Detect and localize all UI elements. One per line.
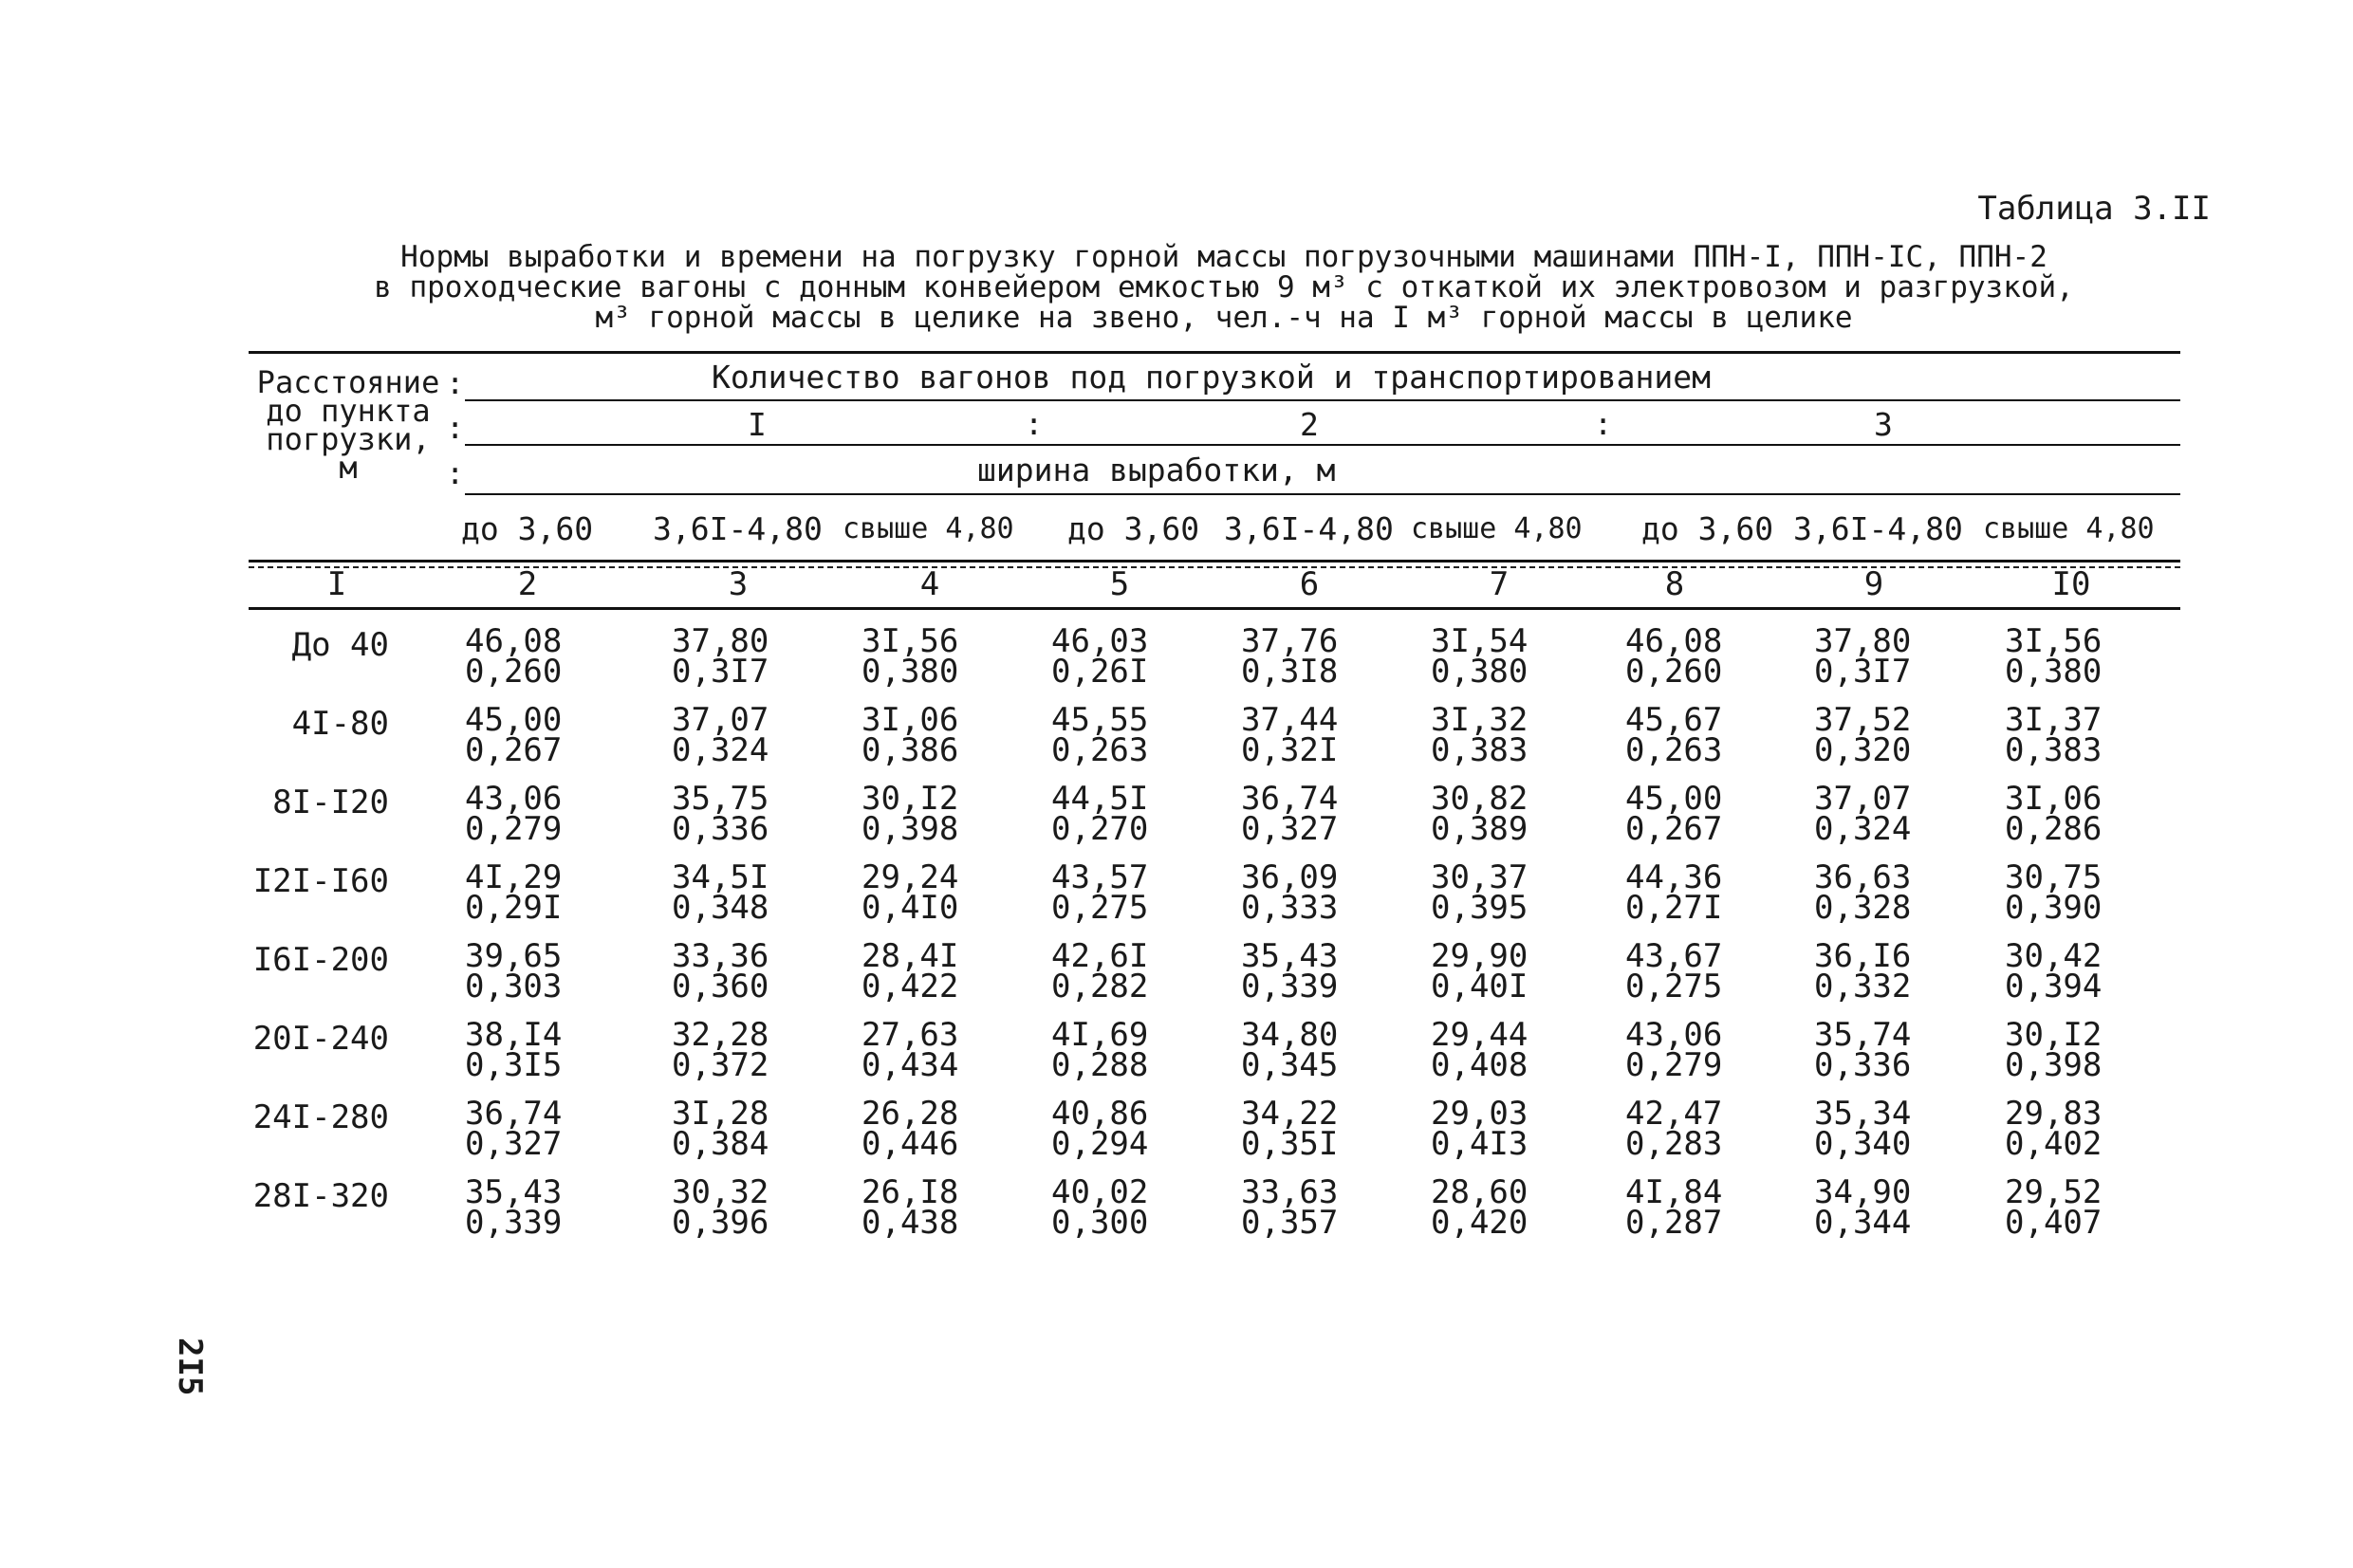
- time-norm: 0,27I: [1625, 889, 1723, 927]
- table-cell: [1241, 858, 1339, 927]
- table-cell: [1241, 622, 1339, 691]
- column-number: 4: [919, 565, 940, 603]
- table-cell: [1431, 780, 1529, 848]
- title-line-3: м³ горной массы в целике на звено, чел.-ч на I м³ горной массы в целике: [595, 301, 1853, 335]
- time-norm: 0,340: [1814, 1125, 1912, 1163]
- table-cell: [1814, 701, 1912, 769]
- table-cell: [1051, 701, 1149, 769]
- table-cell: [1431, 937, 1529, 1005]
- time-norm: 0,390: [2005, 889, 2103, 927]
- output-norm: 36,74: [1241, 780, 1339, 818]
- table-cell: [1625, 622, 1723, 691]
- output-norm: 37,80: [1814, 622, 1912, 660]
- time-norm: 0,383: [1431, 731, 1529, 769]
- time-norm: 0,29I: [465, 889, 563, 927]
- table-cell: [1431, 1095, 1529, 1163]
- time-norm: 0,357: [1241, 1204, 1339, 1242]
- width-label: свыше 4,80: [843, 512, 1014, 545]
- table-cell: [862, 858, 959, 927]
- title-line-2: в проходческие вагоны с донным конвейером емкостью 9 м³ с откаткой их электровозом и разгрузкой,: [374, 270, 2074, 304]
- table-cell: [862, 1016, 959, 1084]
- output-norm: 30,42: [2005, 937, 2103, 975]
- time-norm: 0,434: [862, 1046, 959, 1084]
- time-norm: 0,26I: [1051, 653, 1149, 691]
- time-norm: 0,327: [465, 1125, 563, 1163]
- table-cell: [862, 937, 959, 1005]
- time-norm: 0,380: [1431, 653, 1529, 691]
- time-norm: 0,383: [2005, 731, 2103, 769]
- table-cell: [1051, 622, 1149, 691]
- output-norm: 37,07: [1814, 780, 1912, 818]
- time-norm: 0,287: [1625, 1204, 1723, 1242]
- time-norm: 0,336: [1814, 1046, 1912, 1084]
- column-number: 8: [1664, 565, 1685, 603]
- output-norm: 46,08: [1625, 622, 1723, 660]
- output-norm: 33,63: [1241, 1173, 1339, 1211]
- table-cell: [1051, 1016, 1149, 1084]
- time-norm: 0,267: [1625, 810, 1723, 848]
- time-norm: 0,35I: [1241, 1125, 1339, 1163]
- time-norm: 0,279: [1625, 1046, 1723, 1084]
- time-norm: 0,4I3: [1431, 1125, 1529, 1163]
- output-norm: 35,74: [1814, 1016, 1912, 1054]
- time-norm: 0,327: [1241, 810, 1339, 848]
- output-norm: 28,60: [1431, 1173, 1529, 1211]
- output-norm: 3I,54: [1431, 622, 1529, 660]
- output-norm: 3I,37: [2005, 701, 2103, 739]
- time-norm: 0,324: [1814, 810, 1912, 848]
- table-cell: [465, 858, 563, 927]
- time-norm: 0,3I5: [465, 1046, 563, 1084]
- time-norm: 0,380: [862, 653, 959, 691]
- output-norm: 4I,69: [1051, 1016, 1149, 1054]
- output-norm: 29,83: [2005, 1095, 2103, 1133]
- time-norm: 0,3I7: [1814, 653, 1912, 691]
- output-norm: 29,24: [862, 858, 959, 896]
- group-rule: [465, 399, 2180, 401]
- time-norm: 0,320: [1814, 731, 1912, 769]
- output-norm: 26,I8: [862, 1173, 959, 1211]
- time-norm: 0,344: [1814, 1204, 1912, 1242]
- stub-header: Расстояние до пункта погрузки, м: [256, 364, 440, 486]
- row-label: I6I-200: [252, 941, 389, 979]
- time-norm: 0,260: [465, 653, 563, 691]
- count-rule: [465, 444, 2180, 446]
- table-cell: [1625, 937, 1723, 1005]
- output-norm: 26,28: [862, 1095, 959, 1133]
- top-rule: [249, 351, 2180, 354]
- time-norm: 0,328: [1814, 889, 1912, 927]
- row-label: 28I-320: [252, 1177, 389, 1215]
- output-norm: 30,I2: [2005, 1016, 2103, 1054]
- output-norm: 46,08: [465, 622, 563, 660]
- time-norm: 0,270: [1051, 810, 1149, 848]
- table-cell: [2005, 937, 2103, 1005]
- time-norm: 0,348: [672, 889, 769, 927]
- output-norm: 3I,28: [672, 1095, 769, 1133]
- table-cell: [465, 780, 563, 848]
- separator: :: [1594, 406, 1613, 442]
- output-norm: 36,09: [1241, 858, 1339, 896]
- table-cell: [1814, 1173, 1912, 1242]
- table-cell: [2005, 858, 2103, 927]
- table-cell: [465, 937, 563, 1005]
- output-norm: 29,52: [2005, 1173, 2103, 1211]
- separator: :: [1025, 406, 1044, 442]
- output-norm: 34,80: [1241, 1016, 1339, 1054]
- output-norm: 30,37: [1431, 858, 1529, 896]
- table-cell: [672, 937, 769, 1005]
- table-cell: [1814, 780, 1912, 848]
- time-norm: 0,282: [1051, 968, 1149, 1005]
- output-norm: 37,80: [672, 622, 769, 660]
- output-norm: 29,03: [1431, 1095, 1529, 1133]
- width-header: ширина выработки, м: [977, 452, 1336, 489]
- page-number: 2I5: [171, 1337, 209, 1396]
- table-cell: [1814, 858, 1912, 927]
- table-cell: [1431, 858, 1529, 927]
- time-norm: 0,279: [465, 810, 563, 848]
- time-norm: 0,300: [1051, 1204, 1149, 1242]
- table-cell: [465, 701, 563, 769]
- output-norm: 29,44: [1431, 1016, 1529, 1054]
- table-cell: [862, 780, 959, 848]
- output-norm: 3I,06: [862, 701, 959, 739]
- table-cell: [1814, 1016, 1912, 1084]
- table-cell: [1625, 1173, 1723, 1242]
- output-norm: 39,65: [465, 937, 563, 975]
- col-number-rule: [249, 607, 2180, 610]
- time-norm: 0,260: [1625, 653, 1723, 691]
- width-label: до 3,60: [461, 510, 594, 547]
- time-norm: 0,396: [672, 1204, 769, 1242]
- output-norm: 36,63: [1814, 858, 1912, 896]
- output-norm: 34,22: [1241, 1095, 1339, 1133]
- output-norm: 35,43: [1241, 937, 1339, 975]
- time-norm: 0,394: [2005, 968, 2103, 1005]
- table-cell: [2005, 1016, 2103, 1084]
- time-norm: 0,40I: [1431, 968, 1529, 1005]
- output-norm: 30,75: [2005, 858, 2103, 896]
- separator: :: [446, 365, 465, 401]
- output-norm: 44,5I: [1051, 780, 1149, 818]
- table-cell: [1431, 1173, 1529, 1242]
- table-cell: [1241, 937, 1339, 1005]
- width-label: свыше 4,80: [1983, 512, 2155, 545]
- time-norm: 0,275: [1051, 889, 1149, 927]
- time-norm: 0,380: [2005, 653, 2103, 691]
- output-norm: 34,5I: [672, 858, 769, 896]
- wagon-count-1: I: [748, 406, 767, 443]
- width-label: 3,6I-4,80: [1224, 510, 1394, 547]
- output-norm: 3I,32: [1431, 701, 1529, 739]
- table-cell: [1241, 780, 1339, 848]
- table-cell: [1814, 622, 1912, 691]
- column-number: I: [326, 565, 347, 603]
- row-label: 8I-I20: [272, 784, 389, 821]
- output-norm: 30,I2: [862, 780, 959, 818]
- table-cell: [1051, 1173, 1149, 1242]
- width-label: до 3,60: [1067, 510, 1200, 547]
- output-norm: 45,00: [1625, 780, 1723, 818]
- width-label: 3,6I-4,80: [1793, 510, 1963, 547]
- time-norm: 0,398: [862, 810, 959, 848]
- time-norm: 0,303: [465, 968, 563, 1005]
- time-norm: 0,4I0: [862, 889, 959, 927]
- column-number: 6: [1299, 565, 1320, 603]
- time-norm: 0,438: [862, 1204, 959, 1242]
- output-norm: 35,75: [672, 780, 769, 818]
- table-cell: [465, 622, 563, 691]
- table-cell: [672, 1016, 769, 1084]
- time-norm: 0,288: [1051, 1046, 1149, 1084]
- output-norm: 46,03: [1051, 622, 1149, 660]
- output-norm: 32,28: [672, 1016, 769, 1054]
- output-norm: 43,06: [1625, 1016, 1723, 1054]
- table-cell: [1814, 937, 1912, 1005]
- table-cell: [862, 701, 959, 769]
- output-norm: 27,63: [862, 1016, 959, 1054]
- time-norm: 0,275: [1625, 968, 1723, 1005]
- output-norm: 36,74: [465, 1095, 563, 1133]
- column-number: 7: [1489, 565, 1510, 603]
- header-bottom-rule: [249, 560, 2180, 563]
- table-cell: [1051, 780, 1149, 848]
- output-norm: 28,4I: [862, 937, 959, 975]
- time-norm: 0,333: [1241, 889, 1339, 927]
- time-norm: 0,3I7: [672, 653, 769, 691]
- table-cell: [1241, 1173, 1339, 1242]
- output-norm: 43,06: [465, 780, 563, 818]
- output-norm: 4I,84: [1625, 1173, 1723, 1211]
- time-norm: 0,395: [1431, 889, 1529, 927]
- table-cell: [862, 1173, 959, 1242]
- time-norm: 0,402: [2005, 1125, 2103, 1163]
- time-norm: 0,422: [862, 968, 959, 1005]
- output-norm: 45,00: [465, 701, 563, 739]
- time-norm: 0,3I8: [1241, 653, 1339, 691]
- wagon-count-3: 3: [1874, 406, 1893, 443]
- table-cell: [1431, 701, 1529, 769]
- row-label: I2I-I60: [252, 862, 389, 900]
- column-number: 5: [1109, 565, 1130, 603]
- output-norm: 42,47: [1625, 1095, 1723, 1133]
- output-norm: 43,67: [1625, 937, 1723, 975]
- time-norm: 0,360: [672, 968, 769, 1005]
- table-cell: [1241, 1016, 1339, 1084]
- width-label: до 3,60: [1641, 510, 1774, 547]
- row-label: До 40: [291, 626, 389, 664]
- title-line-1: Нормы выработки и времени на погрузку горной массы погрузочными машинами ППН-I, ППН-IC, ППН-2: [400, 240, 2047, 274]
- time-norm: 0,32I: [1241, 731, 1339, 769]
- table-cell: [2005, 622, 2103, 691]
- time-norm: 0,294: [1051, 1125, 1149, 1163]
- output-norm: 30,32: [672, 1173, 769, 1211]
- table-cell: [1625, 1016, 1723, 1084]
- output-norm: 34,90: [1814, 1173, 1912, 1211]
- output-norm: 45,55: [1051, 701, 1149, 739]
- output-norm: 37,44: [1241, 701, 1339, 739]
- time-norm: 0,324: [672, 731, 769, 769]
- table-cell: [672, 1095, 769, 1163]
- time-norm: 0,263: [1051, 731, 1149, 769]
- separator: :: [446, 455, 465, 491]
- table-cell: [672, 701, 769, 769]
- time-norm: 0,407: [2005, 1204, 2103, 1242]
- output-norm: 3I,56: [862, 622, 959, 660]
- table-cell: [2005, 780, 2103, 848]
- output-norm: 29,90: [1431, 937, 1529, 975]
- output-norm: 36,I6: [1814, 937, 1912, 975]
- table-cell: [672, 1173, 769, 1242]
- time-norm: 0,286: [2005, 810, 2103, 848]
- output-norm: 4I,29: [465, 858, 563, 896]
- output-norm: 44,36: [1625, 858, 1723, 896]
- column-number: 9: [1863, 565, 1884, 603]
- time-norm: 0,446: [862, 1125, 959, 1163]
- table-cell: [1051, 1095, 1149, 1163]
- output-norm: 35,43: [465, 1173, 563, 1211]
- output-norm: 30,82: [1431, 780, 1529, 818]
- table-cell: [1241, 701, 1339, 769]
- table-cell: [2005, 1095, 2103, 1163]
- table-cell: [1431, 622, 1529, 691]
- time-norm: 0,420: [1431, 1204, 1529, 1242]
- table-cell: [1625, 1095, 1723, 1163]
- row-label: 24I-280: [252, 1098, 389, 1136]
- time-norm: 0,389: [1431, 810, 1529, 848]
- time-norm: 0,263: [1625, 731, 1723, 769]
- time-norm: 0,267: [465, 731, 563, 769]
- output-norm: 38,I4: [465, 1016, 563, 1054]
- table-cell: [1051, 937, 1149, 1005]
- table-cell: [465, 1173, 563, 1242]
- output-norm: 37,76: [1241, 622, 1339, 660]
- separator: :: [446, 410, 465, 446]
- column-number: I0: [2051, 565, 2091, 603]
- output-norm: 42,6I: [1051, 937, 1149, 975]
- table-cell: [2005, 701, 2103, 769]
- output-norm: 40,02: [1051, 1173, 1149, 1211]
- table-cell: [672, 858, 769, 927]
- table-cell: [1431, 1016, 1529, 1084]
- time-norm: 0,398: [2005, 1046, 2103, 1084]
- time-norm: 0,332: [1814, 968, 1912, 1005]
- output-norm: 37,52: [1814, 701, 1912, 739]
- width-title-rule: [465, 493, 2180, 495]
- group-header: Количество вагонов под погрузкой и транспортированием: [712, 359, 1711, 396]
- header-dashed-rule: [249, 566, 2180, 568]
- output-norm: 33,36: [672, 937, 769, 975]
- table-title: [285, 242, 2163, 333]
- time-norm: 0,339: [465, 1204, 563, 1242]
- time-norm: 0,283: [1625, 1125, 1723, 1163]
- wagon-count-2: 2: [1300, 406, 1319, 443]
- table-cell: [1814, 1095, 1912, 1163]
- table-cell: [1051, 858, 1149, 927]
- output-norm: 45,67: [1625, 701, 1723, 739]
- width-label: свыше 4,80: [1411, 512, 1583, 545]
- time-norm: 0,339: [1241, 968, 1339, 1005]
- width-label: 3,6I-4,80: [653, 510, 823, 547]
- table-cell: [1241, 1095, 1339, 1163]
- output-norm: 37,07: [672, 701, 769, 739]
- table-cell: [862, 1095, 959, 1163]
- time-norm: 0,345: [1241, 1046, 1339, 1084]
- output-norm: 3I,56: [2005, 622, 2103, 660]
- time-norm: 0,384: [672, 1125, 769, 1163]
- time-norm: 0,336: [672, 810, 769, 848]
- column-number: 3: [728, 565, 749, 603]
- table-label: Таблица 3.II: [1977, 190, 2211, 228]
- column-number: 2: [517, 565, 538, 603]
- table-cell: [672, 780, 769, 848]
- table-cell: [672, 622, 769, 691]
- row-label: 4I-80: [291, 705, 389, 743]
- time-norm: 0,408: [1431, 1046, 1529, 1084]
- table-cell: [1625, 858, 1723, 927]
- output-norm: 40,86: [1051, 1095, 1149, 1133]
- time-norm: 0,372: [672, 1046, 769, 1084]
- output-norm: 35,34: [1814, 1095, 1912, 1133]
- time-norm: 0,386: [862, 731, 959, 769]
- table-cell: [862, 622, 959, 691]
- table-cell: [465, 1095, 563, 1163]
- table-cell: [2005, 1173, 2103, 1242]
- table-cell: [465, 1016, 563, 1084]
- table-cell: [1625, 701, 1723, 769]
- output-norm: 43,57: [1051, 858, 1149, 896]
- output-norm: 3I,06: [2005, 780, 2103, 818]
- row-label: 20I-240: [252, 1020, 389, 1058]
- table-cell: [1625, 780, 1723, 848]
